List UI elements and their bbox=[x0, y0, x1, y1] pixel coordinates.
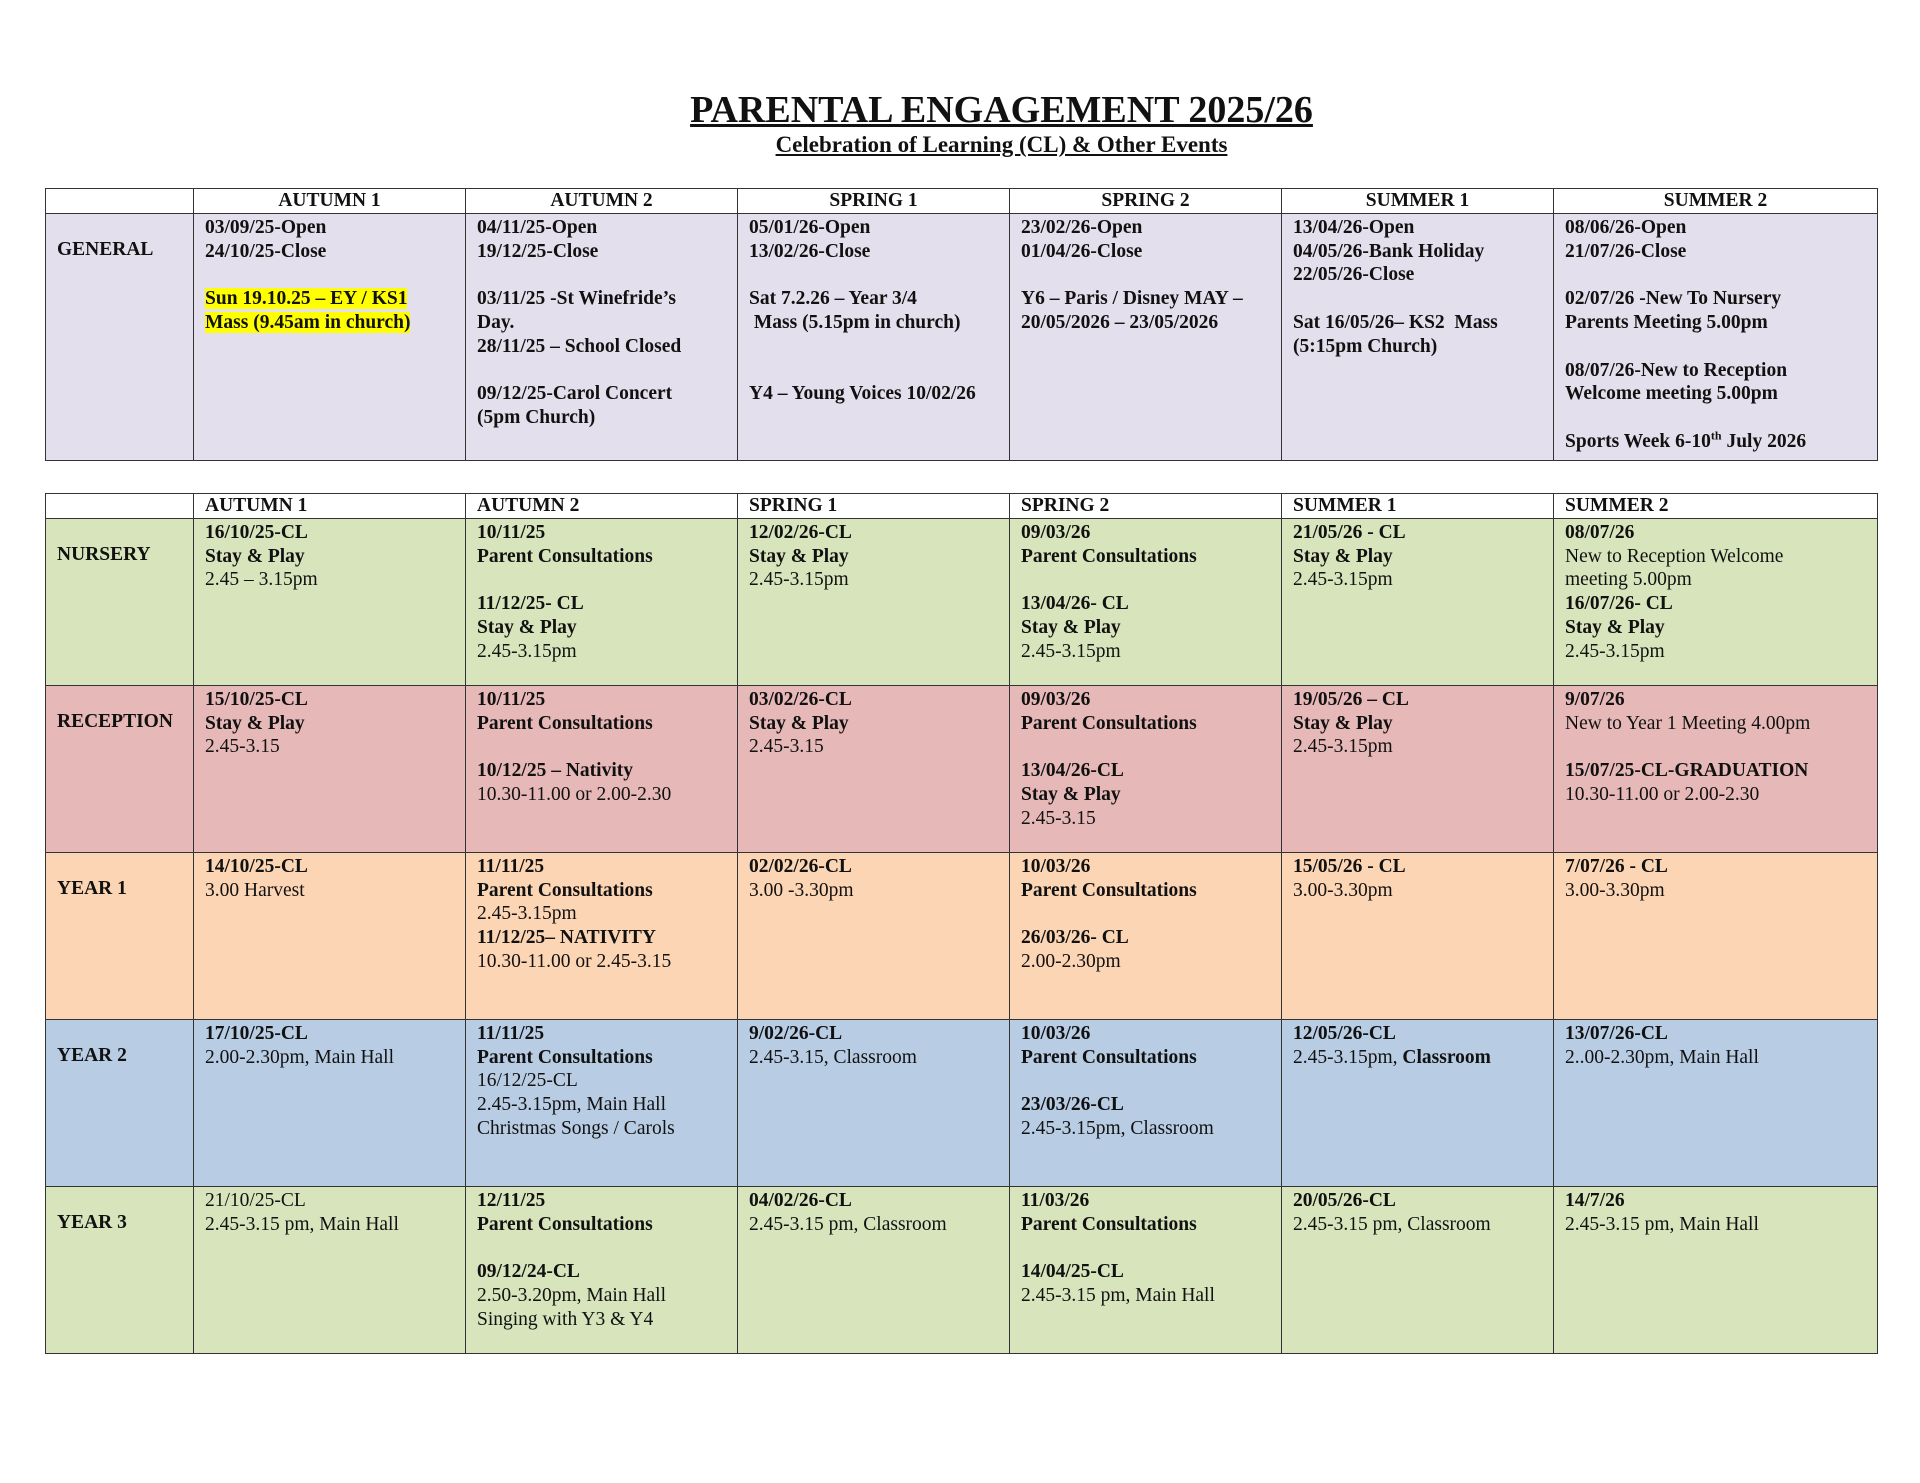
event-date: 13/04/26-CL bbox=[1021, 760, 1124, 782]
event-time: 2.50-3.20pm, Main Hall bbox=[477, 1284, 667, 1306]
reception-spring1-cell bbox=[738, 685, 1010, 852]
year1-summer2-cell bbox=[1554, 852, 1878, 1019]
event-time: 2.00-2.30pm bbox=[1021, 950, 1121, 972]
event-date: 14/04/25-CL bbox=[1021, 1261, 1124, 1283]
event-line: 08/06/26-Open bbox=[1565, 216, 1687, 238]
event-line: Sat 7.2.26 – Year 3/4 bbox=[749, 288, 917, 310]
event-title: Parent Consultations bbox=[1021, 545, 1197, 567]
event-date: 9/07/26 bbox=[1565, 688, 1625, 710]
year1-summer1-cell bbox=[1282, 852, 1554, 1019]
event-line: 08/07/26-New to Reception bbox=[1565, 359, 1788, 381]
event-time: 2.45-3.15, Classroom bbox=[749, 1046, 917, 1068]
event-date: 03/02/26-CL bbox=[749, 688, 852, 710]
event-date: 09/03/26 bbox=[1021, 688, 1091, 710]
term-header-summer2: SUMMER 2 bbox=[1554, 494, 1878, 519]
event-line: 03/09/25-Open bbox=[205, 216, 327, 238]
event-date: 10/03/26 bbox=[1021, 855, 1091, 877]
year3-summer2-cell bbox=[1554, 1186, 1878, 1353]
event-date: 11/11/25 bbox=[477, 855, 545, 877]
event-date: 11/11/25 bbox=[477, 1022, 545, 1044]
event-title: Stay & Play bbox=[477, 616, 577, 638]
event-line: 04/11/25-Open bbox=[477, 216, 598, 238]
general-autumn2-cell bbox=[466, 213, 738, 460]
event-date: 15/05/26 - CL bbox=[1293, 855, 1406, 877]
term-header-spring2: SPRING 2 bbox=[1010, 494, 1282, 519]
event-title: Parent Consultations bbox=[477, 1213, 653, 1235]
event-time: 2.45-3.15 pm, Main Hall bbox=[205, 1213, 399, 1235]
event-date: 7/07/26 - CL bbox=[1565, 855, 1668, 877]
event-title: Parent Consultations bbox=[477, 1046, 653, 1068]
event-title: Parent Consultations bbox=[477, 712, 653, 734]
event-date: 14/7/26 bbox=[1565, 1189, 1625, 1211]
corner-cell bbox=[46, 494, 194, 519]
event-date: 23/03/26-CL bbox=[1021, 1094, 1124, 1116]
event-date: 16/10/25-CL bbox=[205, 521, 308, 543]
nursery-summer1-cell bbox=[1282, 518, 1554, 685]
event-date: 10/03/26 bbox=[1021, 1022, 1091, 1044]
event-time: 2.45-3.15 pm, Classroom bbox=[1293, 1213, 1491, 1235]
event-time: 2.45-3.15pm bbox=[1293, 569, 1393, 591]
event-time: 2.45-3.15 bbox=[749, 736, 824, 758]
general-spring1-cell bbox=[738, 213, 1010, 460]
year2-summer1-cell bbox=[1282, 1019, 1554, 1186]
event-line: 09/12/25-Carol Concert bbox=[477, 383, 673, 405]
highlighted-event: Mass (9.45am in church) bbox=[205, 311, 411, 333]
event-date: 12/05/26-CL bbox=[1293, 1022, 1396, 1044]
event-date: 13/07/26-CL bbox=[1565, 1022, 1668, 1044]
event-date: 19/05/26 – CL bbox=[1293, 688, 1409, 710]
event-time: 2.45-3.15pm bbox=[1565, 640, 1665, 662]
term-header-summer2: SUMMER 2 bbox=[1554, 189, 1878, 214]
event-time: 2.00-2.30pm, Main Hall bbox=[205, 1046, 395, 1068]
reception-summer2-cell bbox=[1554, 685, 1878, 852]
event-line: (5pm Church) bbox=[477, 407, 596, 429]
event-date: 10/12/25 – Nativity bbox=[477, 760, 633, 782]
nursery-summer2-cell bbox=[1554, 518, 1878, 685]
reception-row bbox=[46, 685, 1878, 852]
event-time: 2.45-3.15 bbox=[205, 736, 280, 758]
event-time: 3.00 -3.30pm bbox=[749, 879, 854, 901]
term-header-spring1: SPRING 1 bbox=[738, 494, 1010, 519]
event-date: 12/11/25 bbox=[477, 1189, 546, 1211]
event-title: Parent Consultations bbox=[1021, 1046, 1197, 1068]
term-header-autumn1: AUTUMN 1 bbox=[194, 494, 466, 519]
event-date: 11/03/26 bbox=[1021, 1189, 1090, 1211]
event-line: 20/05/2026 – 23/05/2026 bbox=[1021, 311, 1219, 333]
event-title: Singing with Y3 & Y4 bbox=[477, 1308, 654, 1330]
event-time: 3.00-3.30pm bbox=[1565, 879, 1665, 901]
general-summer1-cell bbox=[1282, 213, 1554, 460]
event-time: 2.45-3.15 bbox=[1021, 807, 1096, 829]
event-date: 09/03/26 bbox=[1021, 521, 1091, 543]
event-time: meeting 5.00pm bbox=[1565, 569, 1692, 591]
event-time: 2.45-3.15pm, Classroom bbox=[1293, 1046, 1491, 1068]
event-date: 16/07/26- CL bbox=[1565, 593, 1673, 615]
event-line: Mass (5.15pm in church) bbox=[749, 311, 961, 333]
page-title: PARENTAL ENGAGEMENT 2025/26 bbox=[690, 89, 1313, 131]
event-title: Parent Consultations bbox=[1021, 1213, 1197, 1235]
event-line: Sports Week 6-10th July 2026 bbox=[1565, 428, 1807, 452]
event-title: New to Year 1 Meeting 4.00pm bbox=[1565, 712, 1811, 734]
general-spring2-cell bbox=[1010, 213, 1282, 460]
row-label-year1: YEAR 1 bbox=[46, 852, 194, 1019]
event-title: Stay & Play bbox=[749, 545, 849, 567]
event-line: 21/07/26-Close bbox=[1565, 240, 1687, 262]
event-line: 23/02/26-Open bbox=[1021, 216, 1143, 238]
row-label-general: GENERAL bbox=[46, 213, 194, 460]
event-date: 17/10/25-CL bbox=[205, 1022, 308, 1044]
row-label-year3: YEAR 3 bbox=[46, 1186, 194, 1353]
term-header-autumn2: AUTUMN 2 bbox=[466, 189, 738, 214]
year1-row bbox=[46, 852, 1878, 1019]
term-header-row bbox=[46, 189, 1878, 214]
year2-row bbox=[46, 1019, 1878, 1186]
event-title: Stay & Play bbox=[1021, 783, 1121, 805]
event-time: 10.30-11.00 or 2.00-2.30 bbox=[477, 783, 672, 805]
event-line: 13/02/26-Close bbox=[749, 240, 871, 262]
event-line: (5:15pm Church) bbox=[1293, 335, 1438, 357]
row-label-year2: YEAR 2 bbox=[46, 1019, 194, 1186]
event-line: Parents Meeting 5.00pm bbox=[1565, 311, 1768, 333]
event-date: 15/10/25-CL bbox=[205, 688, 308, 710]
general-autumn1-cell bbox=[194, 213, 466, 460]
event-title: Stay & Play bbox=[1293, 712, 1393, 734]
event-line: 24/10/25-Close bbox=[205, 240, 327, 262]
highlighted-event: Sun 19.10.25 – EY / KS1 bbox=[205, 288, 408, 310]
event-date: 26/03/26- CL bbox=[1021, 927, 1129, 949]
year2-autumn2-cell bbox=[466, 1019, 738, 1186]
reception-autumn2-cell bbox=[466, 685, 738, 852]
nursery-spring1-cell bbox=[738, 518, 1010, 685]
row-label-nursery: NURSERY bbox=[46, 518, 194, 685]
term-header-spring2: SPRING 2 bbox=[1010, 189, 1282, 214]
year1-spring2-cell bbox=[1010, 852, 1282, 1019]
event-date: 12/02/26-CL bbox=[749, 521, 852, 543]
event-line: 22/05/26-Close bbox=[1293, 264, 1415, 286]
event-time: 2.45-3.15pm bbox=[749, 569, 849, 591]
term-header-autumn1: AUTUMN 1 bbox=[194, 189, 466, 214]
corner-cell bbox=[46, 189, 194, 214]
event-title: Stay & Play bbox=[1021, 616, 1121, 638]
year2-autumn1-cell bbox=[194, 1019, 466, 1186]
event-line: Y4 – Young Voices 10/02/26 bbox=[749, 383, 976, 405]
year1-autumn2-cell bbox=[466, 852, 738, 1019]
event-date: 14/10/25-CL bbox=[205, 855, 308, 877]
event-time: 10.30-11.00 or 2.00-2.30 bbox=[1565, 783, 1760, 805]
event-line: 02/07/26 -New To Nursery bbox=[1565, 288, 1782, 310]
event-title: New to Reception Welcome bbox=[1565, 545, 1784, 567]
event-time: 2.45-3.15pm bbox=[477, 903, 577, 925]
year3-autumn1-cell bbox=[194, 1186, 466, 1353]
term-header-summer1: SUMMER 1 bbox=[1282, 494, 1554, 519]
event-date: 10/11/25 bbox=[477, 688, 546, 710]
event-time: 3.00 Harvest bbox=[205, 879, 305, 901]
event-time: 2.45-3.15pm bbox=[1293, 736, 1393, 758]
event-time: 2.45-3.15pm bbox=[1021, 640, 1121, 662]
year2-spring1-cell bbox=[738, 1019, 1010, 1186]
year-group-events-table bbox=[45, 493, 1878, 1354]
page-subtitle: Celebration of Learning (CL) & Other Events bbox=[775, 132, 1228, 157]
event-line: 04/05/26-Bank Holiday bbox=[1293, 240, 1485, 262]
event-time: 3.00-3.30pm bbox=[1293, 879, 1393, 901]
event-date: 13/04/26- CL bbox=[1021, 593, 1129, 615]
event-title: Stay & Play bbox=[749, 712, 849, 734]
year3-row bbox=[46, 1186, 1878, 1353]
event-title: Parent Consultations bbox=[477, 545, 653, 567]
event-date: 21/05/26 - CL bbox=[1293, 521, 1406, 543]
year3-summer1-cell bbox=[1282, 1186, 1554, 1353]
term-header-autumn2: AUTUMN 2 bbox=[466, 494, 738, 519]
event-line: 13/04/26-Open bbox=[1293, 216, 1415, 238]
event-time: 2.45-3.15 pm, Main Hall bbox=[1565, 1213, 1759, 1235]
general-summer2-cell bbox=[1554, 213, 1878, 460]
row-label-reception: RECEPTION bbox=[46, 685, 194, 852]
event-date: 16/12/25-CL bbox=[477, 1070, 578, 1092]
event-title: Parent Consultations bbox=[1021, 712, 1197, 734]
nursery-row bbox=[46, 518, 1878, 685]
event-date: 11/12/25– NATIVITY bbox=[477, 927, 656, 949]
event-line: Y6 – Paris / Disney MAY – bbox=[1021, 288, 1243, 310]
event-title: Parent Consultations bbox=[477, 879, 653, 901]
event-title: Parent Consultations bbox=[1021, 879, 1197, 901]
term-header-spring1: SPRING 1 bbox=[738, 189, 1010, 214]
event-date: 04/02/26-CL bbox=[749, 1189, 852, 1211]
year3-spring1-cell bbox=[738, 1186, 1010, 1353]
event-line: Day. bbox=[477, 311, 515, 333]
year3-autumn2-cell bbox=[466, 1186, 738, 1353]
event-time: 2..00-2.30pm, Main Hall bbox=[1565, 1046, 1759, 1068]
event-line: Welcome meeting 5.00pm bbox=[1565, 383, 1778, 405]
event-line: 19/12/25-Close bbox=[477, 240, 599, 262]
event-title: Stay & Play bbox=[1293, 545, 1393, 567]
event-date: 21/10/25-CL bbox=[205, 1189, 306, 1211]
year3-spring2-cell bbox=[1010, 1186, 1282, 1353]
reception-spring2-cell bbox=[1010, 685, 1282, 852]
event-date: 11/12/25- CL bbox=[477, 593, 584, 615]
year1-spring1-cell bbox=[738, 852, 1010, 1019]
event-title: Stay & Play bbox=[1565, 616, 1665, 638]
event-time: 2.45-3.15pm, Main Hall bbox=[477, 1094, 667, 1116]
event-date: 20/05/26-CL bbox=[1293, 1189, 1396, 1211]
general-row bbox=[46, 213, 1878, 460]
nursery-spring2-cell bbox=[1010, 518, 1282, 685]
event-time: 2.45-3.15pm bbox=[477, 640, 577, 662]
year1-autumn1-cell bbox=[194, 852, 466, 1019]
event-line: Sat 16/05/26– KS2 Mass bbox=[1293, 311, 1498, 333]
event-date: 02/02/26-CL bbox=[749, 855, 852, 877]
nursery-autumn2-cell bbox=[466, 518, 738, 685]
event-time: 10.30-11.00 or 2.45-3.15 bbox=[477, 950, 672, 972]
event-line: 01/04/26-Close bbox=[1021, 240, 1143, 262]
event-date: 09/12/24-CL bbox=[477, 1261, 580, 1283]
event-title: Christmas Songs / Carols bbox=[477, 1117, 675, 1139]
nursery-autumn1-cell bbox=[194, 518, 466, 685]
event-time: 2.45-3.15 pm, Classroom bbox=[749, 1213, 947, 1235]
reception-autumn1-cell bbox=[194, 685, 466, 852]
general-events-table bbox=[45, 188, 1878, 461]
event-line: 03/11/25 -St Winefride’s bbox=[477, 288, 676, 310]
event-date: 10/11/25 bbox=[477, 521, 546, 543]
event-time: 2.45-3.15pm, Classroom bbox=[1021, 1117, 1214, 1139]
event-date: 08/07/26 bbox=[1565, 521, 1635, 543]
event-title: Stay & Play bbox=[205, 545, 305, 567]
event-time: 2.45-3.15 pm, Main Hall bbox=[1021, 1284, 1215, 1306]
event-date: 15/07/25-CL-GRADUATION bbox=[1565, 760, 1809, 782]
term-header-summer1: SUMMER 1 bbox=[1282, 189, 1554, 214]
event-line: 05/01/26-Open bbox=[749, 216, 871, 238]
event-line: 28/11/25 – School Closed bbox=[477, 335, 682, 357]
year2-spring2-cell bbox=[1010, 1019, 1282, 1186]
event-time: 2.45 – 3.15pm bbox=[205, 569, 318, 591]
reception-summer1-cell bbox=[1282, 685, 1554, 852]
year2-summer2-cell bbox=[1554, 1019, 1878, 1186]
event-title: Stay & Play bbox=[205, 712, 305, 734]
term-header-row bbox=[46, 494, 1878, 519]
event-date: 9/02/26-CL bbox=[749, 1022, 843, 1044]
